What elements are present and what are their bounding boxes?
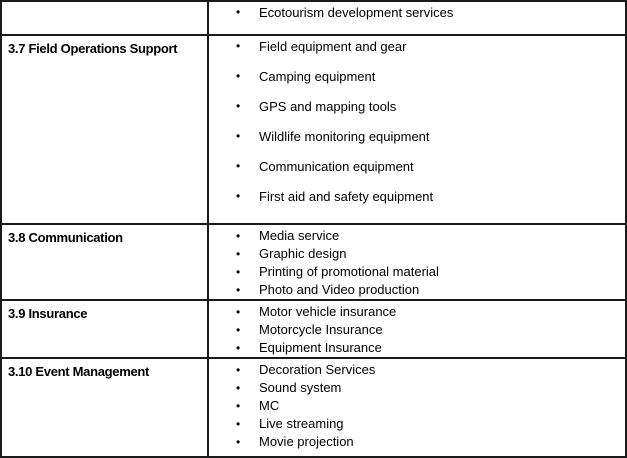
category-label: 3.10 Event Management [8,364,150,379]
list-item-text: Communication equipment [259,159,414,174]
bullet-icon: • [236,99,241,113]
bullet-icon: • [236,381,241,395]
list-item-text: Camping equipment [259,69,376,84]
list-item [209,339,625,357]
bullet-icon: • [236,265,241,279]
list-item-text: GPS and mapping tools [259,99,397,114]
table-row [1,35,626,224]
category-cell [1,224,208,300]
bullet-icon: • [236,129,241,143]
list-item [209,397,625,415]
list-item [209,433,625,451]
list-item-text: Graphic design [259,246,347,261]
list-item-text: Wildlife monitoring equipment [259,129,430,144]
bullet-icon: • [236,363,241,377]
bullet-icon: • [236,39,241,53]
table-row [1,1,626,35]
list-item-text: Ecotourism development services [259,5,454,20]
list-item-text: Printing of promotional material [259,264,439,279]
list-item [209,303,625,321]
bullet-icon: • [236,435,241,449]
list-item-text: Photo and Video production [259,282,420,297]
bullet-icon: • [236,159,241,173]
list-item [209,128,625,158]
list-item [209,321,625,339]
list-item-text: Live streaming [259,416,344,431]
list-item [209,227,625,245]
bullet-icon: • [236,341,241,355]
bullet-icon: • [236,247,241,261]
list-item [209,415,625,433]
list-item-text: MC [259,398,280,413]
items-cell [208,300,626,358]
items-cell [208,224,626,300]
table-row [1,224,626,300]
list-item-text: Motorcycle Insurance [259,322,383,337]
table-row [1,300,626,358]
list-item [209,188,625,218]
bullet-icon: • [236,229,241,243]
items-cell [208,35,626,224]
category-cell [1,358,208,457]
list-item-text: Media service [259,228,340,243]
bullet-icon: • [236,305,241,319]
list-item-text: Sound system [259,380,342,395]
list-item-text: Movie projection [259,434,354,449]
table-row [1,358,626,457]
category-cell [1,300,208,358]
list-item [209,281,625,299]
list-item-text: First aid and safety equipment [259,189,434,204]
bullet-icon: • [236,417,241,431]
list-item [209,361,625,379]
list-item-text: Motor vehicle insurance [259,304,397,319]
category-cell [1,1,208,35]
bullet-icon: • [236,323,241,337]
list-item [209,38,625,68]
category-label: 3.8 Communication [8,230,123,245]
list-item [209,98,625,128]
list-item [209,68,625,98]
category-label: 3.9 Insurance [8,306,88,321]
category-label: 3.7 Field Operations Support [8,41,178,56]
category-cell [1,35,208,224]
list-item [209,158,625,188]
list-item [209,245,625,263]
list-item [209,263,625,281]
items-cell [208,1,626,35]
bullet-icon: • [236,189,241,203]
items-cell [208,358,626,457]
list-item [209,379,625,397]
list-item-text: Field equipment and gear [259,39,407,54]
list-item [209,4,625,34]
bullet-icon: • [236,5,241,19]
bullet-icon: • [236,399,241,413]
list-item-text: Equipment Insurance [259,340,382,355]
bullet-icon: • [236,69,241,83]
list-item-text: Decoration Services [259,362,376,377]
bullet-icon: • [236,283,241,297]
